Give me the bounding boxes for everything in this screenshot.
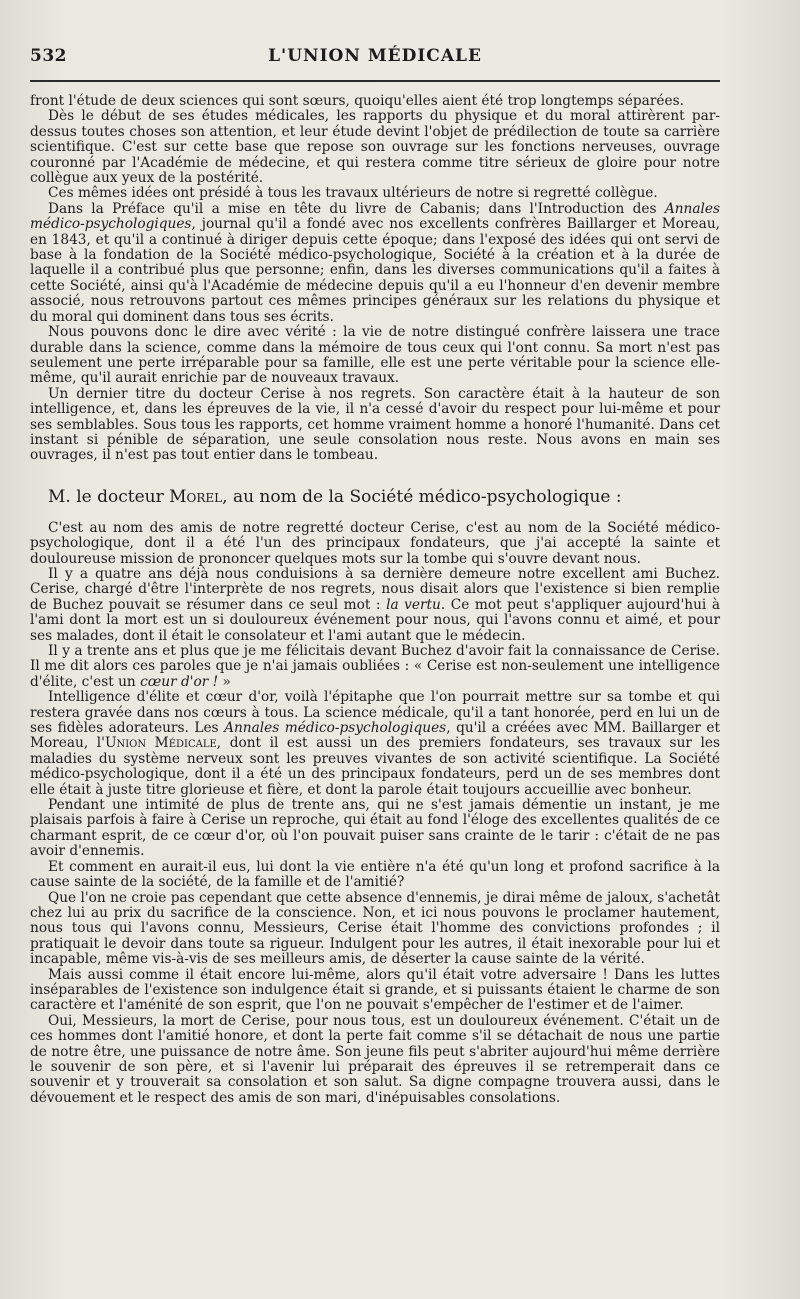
paragraph: Un dernier titre du docteur Cerise à nos regrets. Son caractère était à la hauteur de son intelligence, et, dans les épreuves de la vie, il n'a cessé d'avoir du respect pour lui-même et pour ses semblables. Sous tous les rapports, cet homme vraiment homme a honoré l'humanité. Dans cet instant si pénible de séparation, une seule consolation nous reste. Nous avons en main ses ouvrages, il n'est pas tout entier dans le tombeau. xyxy=(30,385,720,464)
emphasis: la vertu xyxy=(386,596,441,613)
paragraph: Que l'on ne croie pas cependant que cette absence d'ennemis, je dirai même de jaloux, s'achetât chez lui au prix du sacrifice de la conscience. Non, et ici nous pouvons le proclamer hautement, nous tous qui l'avons connu, Messieurs, Cerise était l'homme des convictions profondes ; il pratiquait le devoir dans toute sa rigueur. Indulgent pour les autres, il était inexorable pour lui et incapable, même vis-à-vis de ses meilleurs amis, de déserter la cause sainte de la vérité. xyxy=(30,889,720,968)
paragraph: front l'étude de deux sciences qui sont sœurs, quoiqu'elles aient été trop longtemps séparées. xyxy=(30,93,684,109)
journal-title: Annales médico-psychologiques xyxy=(224,720,447,737)
paragraph: Dans la Préface qu'il a mise en tête du livre de Cabanis; dans l'Introduction des Annales médico-psychologiques, journal qu'il a fondé avec nos excellents confrères Baillarger et Moreau, en 1843, et qu'il a continué à diriger depuis cette époque; dans l'exposé des idées qui ont servi de base à la fondation de la Société médico-psychologique, Société à la création et à la durée de laquelle il a contribué plus que personne; enfin, dans les diverses communications qu'il a faites à cette Société, ainsi qu'à l'Académie de médecine depuis qu'il a eu l'honneur d'en devenir membre associé, nous retrouvons partout ces mêmes principes généraux sur les relations du physique et du moral qui dominent dans tous ses écrits. xyxy=(30,200,720,325)
paragraph: Et comment en aurait-il eus, lui dont la vie entière n'a été qu'un long et profond sacrifice à la cause sainte de la société, de la famille et de l'amitié? xyxy=(30,858,720,891)
paragraph: Nous pouvons donc le dire avec vérité : la vie de notre distingué confrère laissera une trace durable dans la science, comme dans la mémoire de tous ceux qui l'ont connu. Sa mort n'est pas seulement une perte irréparable pour sa famille, elle est une perte véritable pour la science elle-même, qu'il aurait enrichie par de nouveaux travaux. xyxy=(30,324,720,387)
paragraph: Mais aussi comme il était encore lui-même, alors qu'il était votre adversaire ! Dans les luttes inséparables de l'existence son indulgence était si grande, et si puissants étaient le charme de son caractère et l'aménité de son esprit, que l'on ne pouvait s'empêcher de l'estimer et de l'aimer. xyxy=(30,966,720,1014)
page-header xyxy=(30,40,720,74)
emphasis: cœur d'or ! xyxy=(140,673,219,690)
paragraph: Dès le début de ses études médicales, les rapports du physique et du moral attirèrent par-dessus toutes choses son attention, et leur étude devint l'objet de prédilection de toute sa carrière scientifique. C'est sur cette base que repose son ouvrage sur les fonctions nerveuses, ouvrage couronné par l'Académie de médecine, et qui restera comme titre sérieux de gloire pour notre collègue aux yeux de la postérité. xyxy=(30,108,720,187)
paragraph: Ces mêmes idées ont présidé à tous les travaux ultérieurs de notre si regretté collègue. xyxy=(48,185,658,202)
paragraph: Il y a quatre ans déjà nous conduisions à sa dernière demeure notre excellent ami Buchez. Cerise, chargé d'être l'interprète de nos regrets, nous disait alors que l'existence si bien remplie de Buchez pouvait se résumer dans ce seul mot : la vertu. Ce mot peut s'appliquer aujourd'hui à l'ami dont la mort est un si douloureux événement pour nous, qui l'avons connu et aimé, et pour ses malades, dont il était le consolateur et l'ami autant que le médecin. xyxy=(30,565,720,644)
paragraph: C'est au nom des amis de notre regretté docteur Cerise, c'est au nom de la Société médico-psychologique, dont il a été l'un des principaux fondateurs, que j'ai accepté la sainte et douloureuse mission de prononcer quelques mots sur la tombe qui s'ouvre devant nous. xyxy=(30,519,720,567)
paragraph: Pendant une intimité de plus de trente ans, qui ne s'est jamais démentie un instant, je me plaisais parfois à faire à Cerise un reproche, qui était au fond l'éloge des excellentes qualités de ce charmant esprit, de ce cœur d'or, où l'on pouvait puiser sans crainte de le tarir : c'était de ne pas avoir d'ennemis. xyxy=(30,797,720,860)
journal-name: Union Médicale xyxy=(104,735,217,752)
paragraph: Il y a trente ans et plus que je me félicitais devant Buchez d'avoir fait la connaissance de Cerise. Il me dit alors ces paroles que je n'ai jamais oubliées : « Cerise est non-seulement une intelligence d'élite, c'est un cœur d'or ! » xyxy=(30,643,720,690)
paragraph: Intelligence d'élite et cœur d'or, voilà l'épitaphe que l'on pourrait mettre sur sa tombe et qui restera gravée dans nos cœurs à tous. La science médicale, qu'il a tant honorée, perd en lui un de ses fidèles adorateurs. Les Annales médico-psychologiques, qu'il a créées avec MM. Baillarger et Moreau, l'Union Médicale, dont il est aussi un des premiers fondateurs, ses travaux sur les maladies du système nerveux sont les preuves vivantes de son activité scientifique. La Société médico-psychologique, dont il a été un des principaux fondateurs, perd un de ses membres dont elle était à juste titre glorieuse et fière, et dont la parole était toujours accueillie avec bonheur. xyxy=(30,689,721,798)
header-rule xyxy=(30,80,720,82)
running-title: L'UNION MÉDICALE xyxy=(268,46,482,66)
speaker-name: Morel xyxy=(169,486,223,507)
paragraph: Oui, Messieurs, la mort de Cerise, pour nous tous, est un douloureux événement. C'était un de ces hommes dont l'amitié honore, et dont la perte fait comme s'il se détachait de nous une partie de notre être, une puissance de notre âme. Son jeune fils peut s'abriter aujourd'hui même derrière le souvenir de son père, et si l'avenir lui préparait des épreuves il se retremperait dans ce souvenir et y trouverait sa consolation et son salut. Sa digne compagne trouvera aussi, dans le dévouement et le respect des amis de son mari, d'inépuisables consolations. xyxy=(30,1012,720,1106)
article-body xyxy=(30,94,720,1106)
speech-heading: M. le docteur Morel, au nom de la Société médico-psychologique : xyxy=(48,486,622,507)
page-number: 532 xyxy=(30,46,67,66)
journal-title: Annales médico-psychologiques xyxy=(30,200,720,233)
